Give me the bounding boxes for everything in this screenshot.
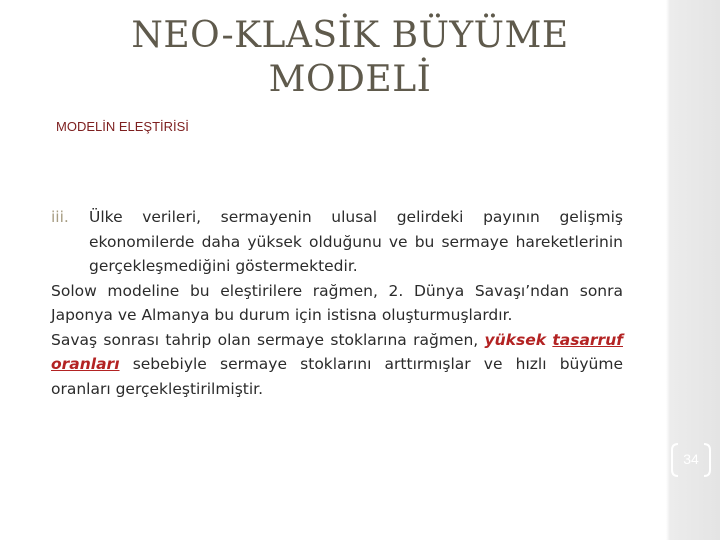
list-item [51, 205, 623, 279]
list-item-text: Ülke verileri, sermayenin ulusal gelirdeki payının gelişmiş ekonomilerde daha yüksek olduğunu ve bu sermaye hareketlerinin gerçekleşmediğini göstermektedir. [89, 208, 623, 275]
paragraph-2-text-after: sebebiyle sermaye stoklarını arttırmışlar ve hızlı büyüme oranları gerçekleştirilmiştir. [51, 355, 623, 398]
paragraph-2 [51, 328, 623, 402]
section-subtitle: MODELİN ELEŞTİRİSİ [56, 119, 189, 134]
body-text [51, 205, 623, 401]
paragraph-1: Solow modeline bu eleştirilere rağmen, 2. Dünya Savaşı’ndan sonra Japonya ve Almanya bu durum için istisna oluşturmuşlardır. [51, 281, 623, 324]
emphasis-tasarruf-oranlari: tasarruf oranları [51, 330, 623, 373]
title-line-1: NEO-KLASİK BÜYÜME [131, 15, 569, 56]
page-number: 34 [683, 451, 699, 467]
title-line-2: MODELİ [268, 59, 432, 100]
list-item-number: iii. [51, 208, 69, 226]
paragraph-2-text-before: Savaş sonrası tahrip olan sermaye stoklarına rağmen, [51, 330, 485, 349]
page-number-box [667, 440, 715, 480]
slide-title [90, 14, 610, 102]
emphasis-yuksek: yüksek [484, 330, 547, 349]
